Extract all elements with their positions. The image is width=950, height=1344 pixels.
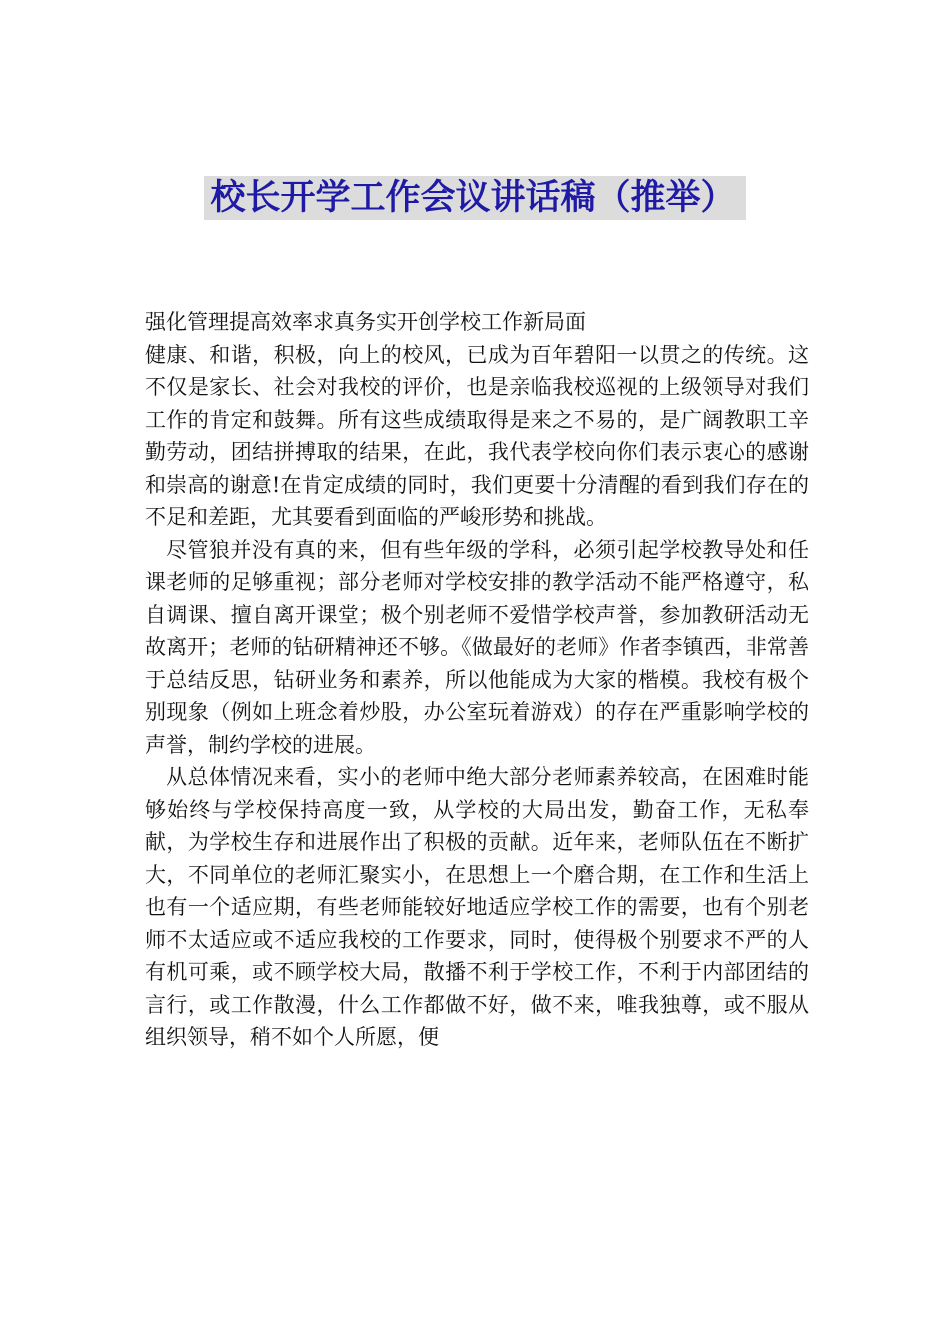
title-container	[0, 176, 950, 220]
paragraph-2: 尽管狼并没有真的来，但有些年级的学科，必须引起学校教导处和任课老师的足够重视；部分老师对学校安排的教学活动不能严格遵守，私自调课、擅自离开课堂；极个别老师不爱惜学校声誉，参加教研活动无故离开；老师的钻研精神还不够。《做最好的老师》作者李镇西，非常善于总结反思，钻研业务和素养，所以他能成为大家的楷模。我校有极个别现象（例如上班念着炒股，办公室玩着游戏）的存在严重影响学校的声誉，制约学校的进展。	[145, 537, 809, 757]
paragraph-3: 从总体情况来看，实小的老师中绝大部分老师素养较高，在困难时能够始终与学校保持高度一致，从学校的大局出发，勤奋工作，无私奉献，为学校生存和进展作出了积极的贡献。近年来，老师队伍在不断扩大，不同单位的老师汇聚实小，在思想上一个磨合期，在工作和生活上也有一个适应期，有些老师能较好地适应学校工作的需要，也有个别老师不太适应或不适应我校的工作要求，同时，使得极个别要求不严的人有机可乘，或不顾学校大局，散播不利于学校工作，不利于内部团结的言行，或工作散漫，什么工作都做不好，做不来，唯我独尊，或不服从组织领导，稍不如个人所愿，便	[145, 765, 809, 1049]
document-subheading: 强化管理提高效率求真务实开创学校工作新局面	[145, 310, 586, 334]
document-title: 校长开学工作会议讲话稿（推举）	[204, 176, 745, 220]
document-body	[145, 306, 809, 1054]
paragraph-1: 健康、和谐，积极，向上的校风，已成为百年碧阳一以贯之的传统。这不仅是家长、社会对我校的评价，也是亲临我校巡视的上级领导对我们工作的肯定和鼓舞。所有这些成绩取得是来之不易的，是广阔教职工辛勤劳动，团结拼搏取的结果，在此，我代表学校向你们表示衷心的感谢和崇高的谢意!在肯定成绩的同时，我们更要十分清醒的看到我们存在的不足和差距，尤其要看到面临的严峻形势和挑战。	[145, 342, 809, 529]
